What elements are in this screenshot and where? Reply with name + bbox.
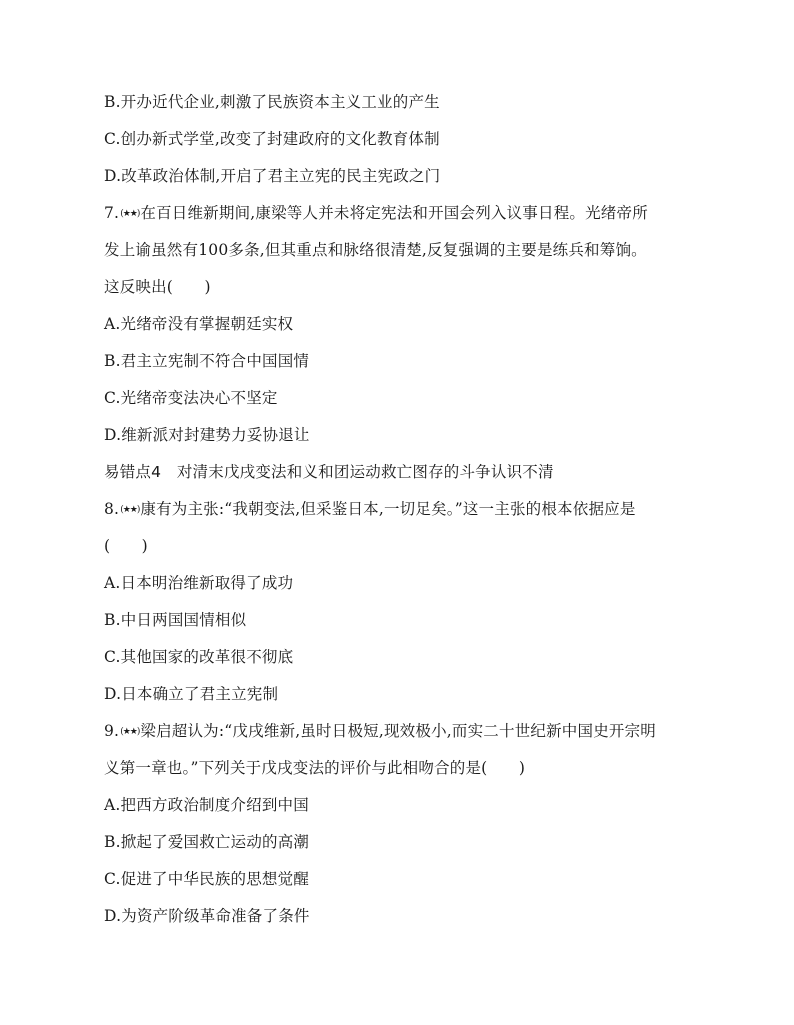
q7-option-d: D.维新派对封建势力妥协退让 (104, 426, 310, 444)
document-page (104, 90, 704, 941)
difficulty-icon: (★★) (120, 505, 140, 515)
q7-stem-text-1: 在百日维新期间,康梁等人并未将定宪法和开国会列入议事日程。光绪帝所 (140, 204, 648, 222)
q9-option-c: C.促进了中华民族的思想觉醒 (104, 870, 310, 888)
q9-option-b: B.掀起了爱国救亡运动的高潮 (104, 833, 310, 851)
q7-option-c: C.光绪帝变法决心不坚定 (104, 389, 278, 407)
q8-stem-line-2: ( ) (104, 537, 148, 555)
q8-number: 8. (104, 500, 120, 518)
q9-number: 9. (104, 722, 120, 740)
q9-option-a: A.把西方政治制度介绍到中国 (104, 796, 309, 814)
section-heading-4: 易错点4 对清末戊戌变法和义和团运动救亡图存的斗争认识不清 (104, 463, 554, 481)
q9-stem-line-2: 义第一章也。”下列关于戊戌变法的评价与此相吻合的是( ) (104, 759, 526, 777)
q8-option-a: A.日本明治维新取得了成功 (104, 574, 294, 592)
q6-option-c: C.创办新式学堂,改变了封建政府的文化教育体制 (104, 130, 440, 148)
q8-option-b: B.中日两国国情相似 (104, 611, 247, 629)
q7-option-a: A.光绪帝没有掌握朝廷实权 (104, 315, 294, 333)
q7-stem-line-3: 这反映出( ) (104, 278, 211, 296)
difficulty-icon: (★★) (120, 727, 140, 737)
q7-stem-line-1 (104, 201, 704, 225)
q8-option-d: D.日本确立了君主立宪制 (104, 685, 279, 703)
q6-option-d: D.改革政治体制,开启了君主立宪的民主宪政之门 (104, 167, 441, 185)
q6-option-b: B.开办近代企业,刺激了民族资本主义工业的产生 (104, 93, 440, 111)
q8-stem-line-1 (104, 497, 704, 521)
q7-number: 7. (104, 204, 120, 222)
q9-stem-line-1 (104, 719, 704, 743)
difficulty-icon: (★★) (120, 209, 140, 219)
q7-option-b: B.君主立宪制不符合中国国情 (104, 352, 310, 370)
q7-stem-line-2: 发上谕虽然有100多条,但其重点和脉络很清楚,反复强调的主要是练兵和筹饷。 (104, 241, 647, 259)
q9-stem-text-1: 梁启超认为:“戊戌维新,虽时日极短,现效极小,而实二十世纪新中国史开宗明 (140, 722, 657, 740)
q8-option-c: C.其他国家的改革很不彻底 (104, 648, 294, 666)
q9-option-d: D.为资产阶级革命准备了条件 (104, 907, 310, 925)
q8-stem-text-1: 康有为主张:“我朝变法,但采鉴日本,一切足矣。”这一主张的根本依据应是 (140, 500, 636, 518)
